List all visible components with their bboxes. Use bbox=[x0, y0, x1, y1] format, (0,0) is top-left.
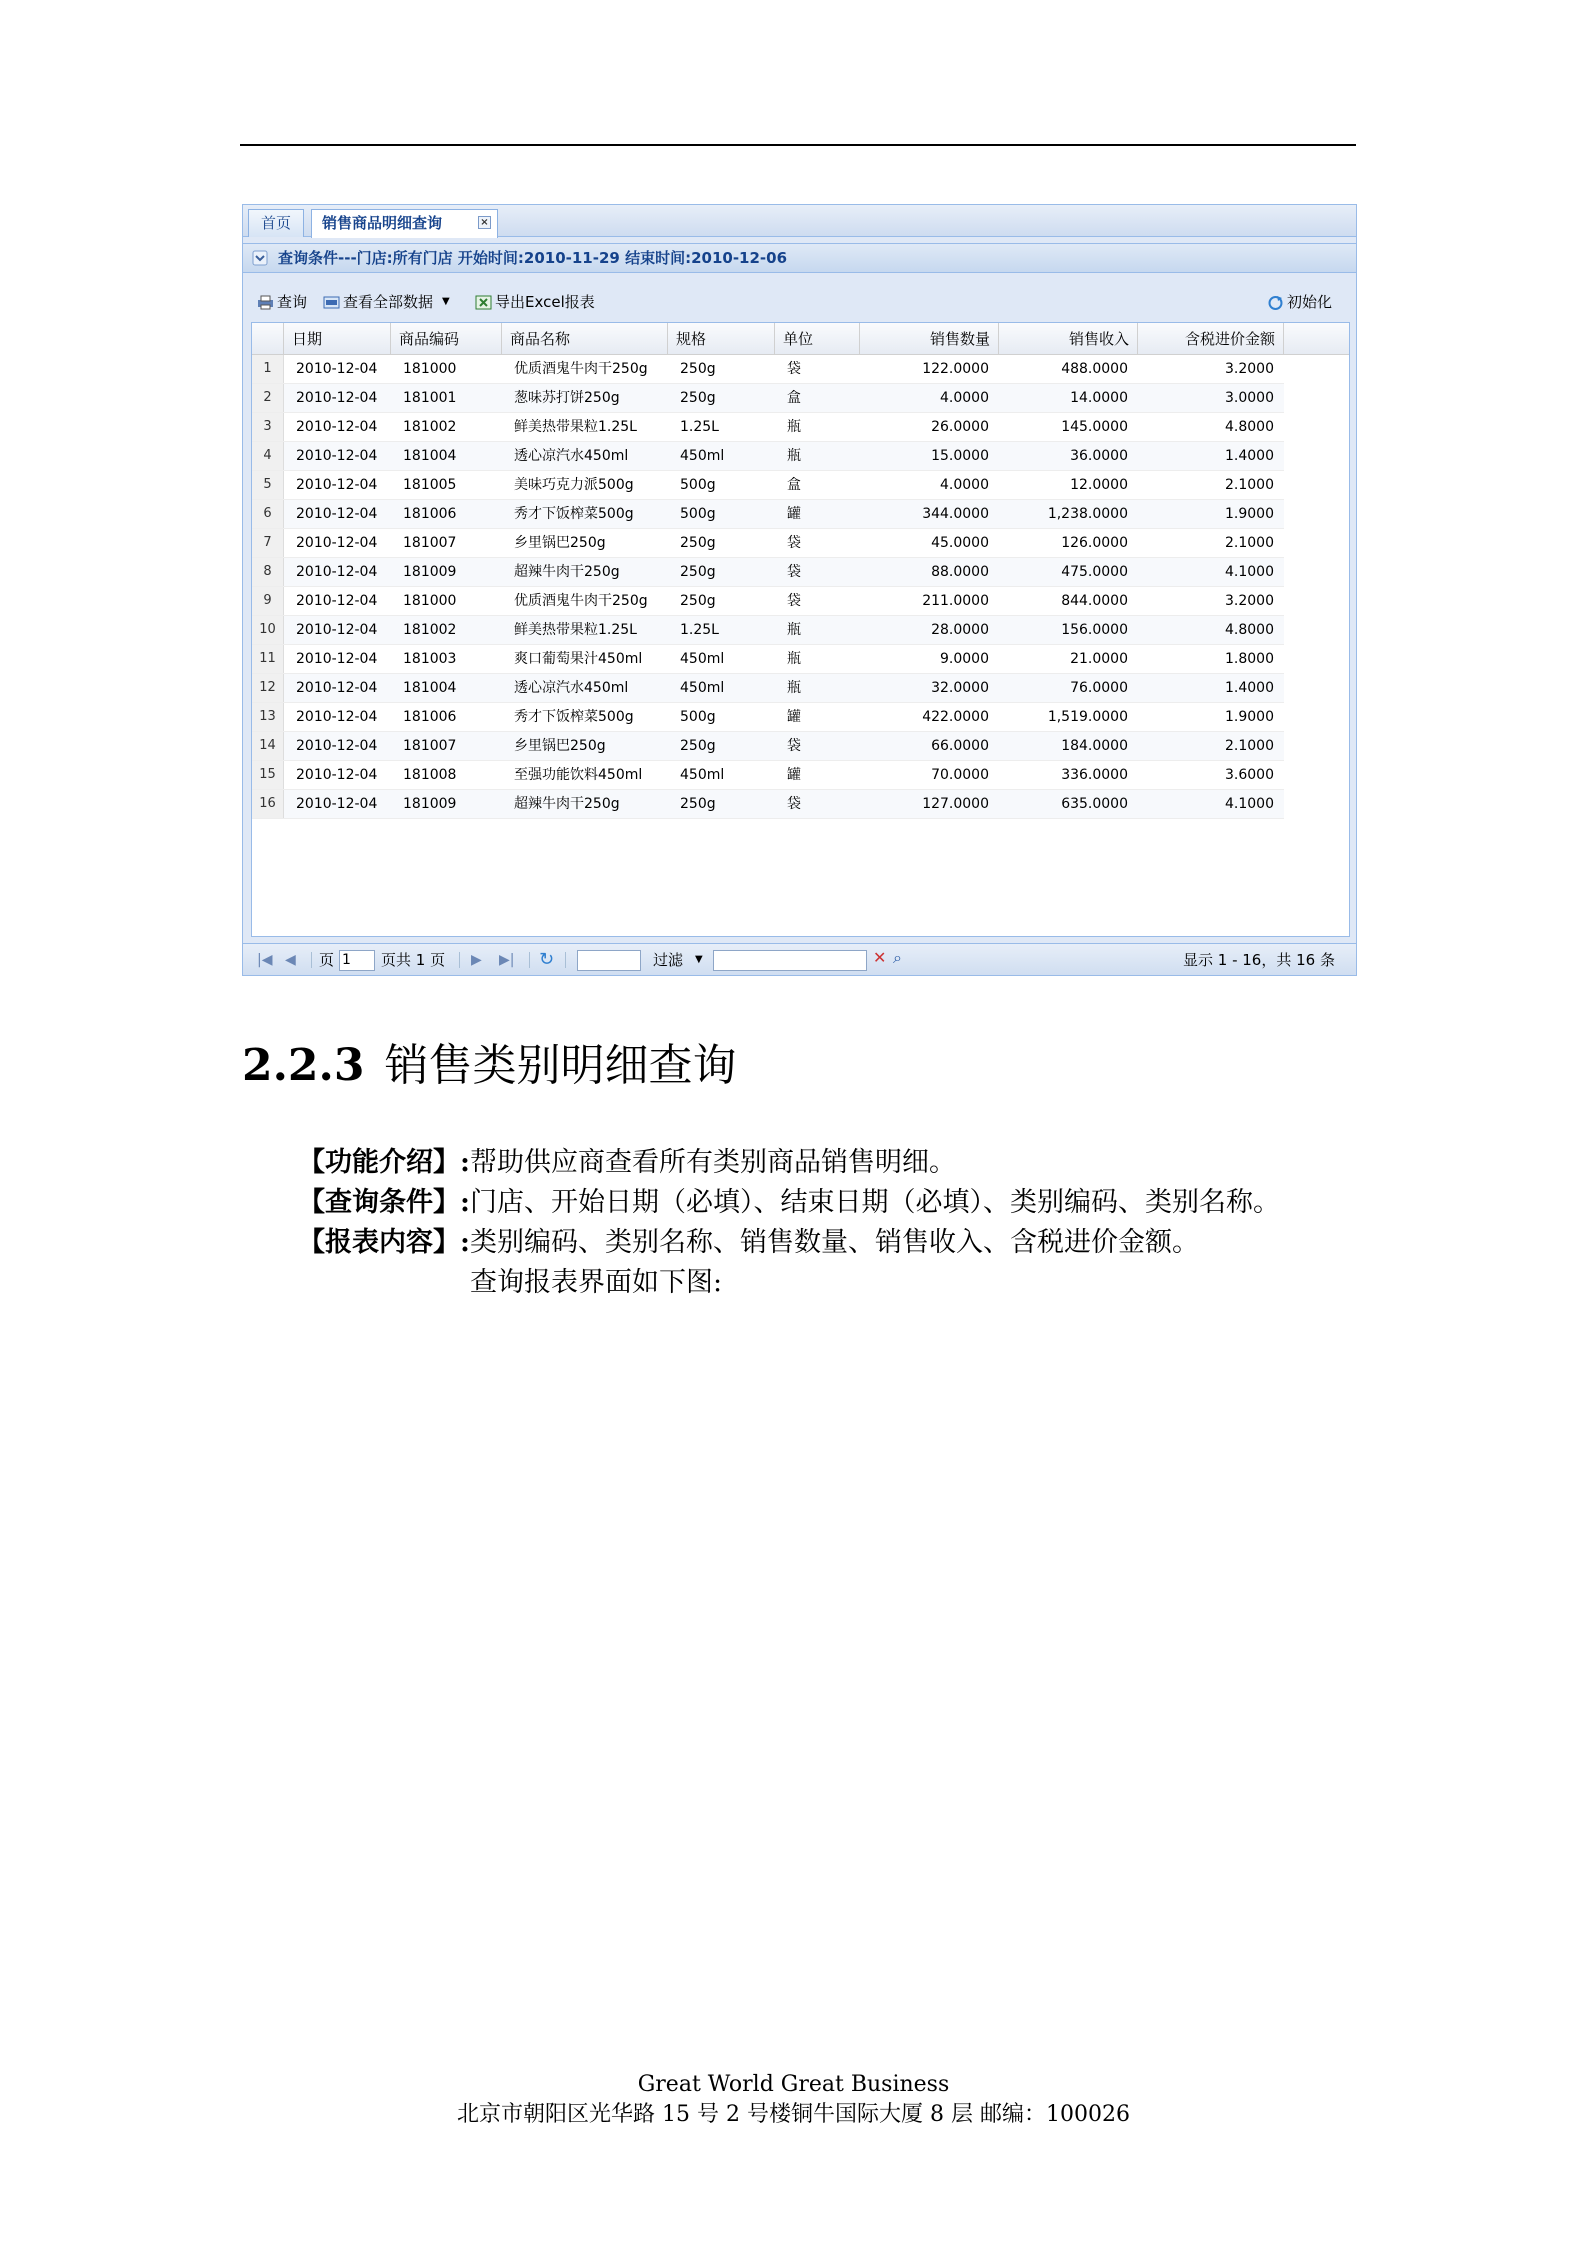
table-cell: 250g bbox=[680, 564, 716, 580]
table-cell: 2010-12-04 bbox=[296, 767, 378, 783]
grid-header bbox=[252, 323, 1349, 355]
table-cell: 181004 bbox=[403, 448, 457, 464]
table-row[interactable] bbox=[252, 442, 1284, 471]
table-cell: 250g bbox=[680, 796, 716, 812]
tab-sales-detail-label: 销售商品明细查询 bbox=[322, 214, 443, 232]
column-header[interactable]: 销售收入 bbox=[999, 323, 1138, 355]
pagination-bar bbox=[243, 943, 1356, 975]
table-cell: 2010-12-04 bbox=[296, 390, 378, 406]
table-cell: 1,519.0000 bbox=[1047, 709, 1128, 725]
reset-button[interactable] bbox=[1267, 285, 1332, 319]
chevron-down-icon[interactable]: ▼ bbox=[695, 954, 703, 965]
query-button-label: 查询 bbox=[277, 293, 308, 311]
table-cell: 乡里锅巴250g bbox=[514, 738, 606, 754]
table-cell: 122.0000 bbox=[922, 361, 989, 377]
column-header[interactable]: 含税进价金额 bbox=[1138, 323, 1284, 355]
last-page-icon[interactable]: ▶| bbox=[499, 952, 515, 968]
table-row[interactable] bbox=[252, 413, 1284, 442]
table-cell: 葱味苏打饼250g bbox=[514, 390, 620, 406]
table-cell: 66.0000 bbox=[931, 738, 989, 754]
excel-icon bbox=[475, 295, 492, 310]
table-cell: 181006 bbox=[403, 506, 457, 522]
tab-bar bbox=[243, 205, 1356, 237]
table-row[interactable] bbox=[252, 761, 1284, 790]
data-grid bbox=[251, 322, 1350, 937]
row-number: 15 bbox=[252, 761, 284, 789]
table-row[interactable] bbox=[252, 558, 1284, 587]
table-cell: 181001 bbox=[403, 390, 457, 406]
table-cell: 1,238.0000 bbox=[1047, 506, 1128, 522]
table-cell: 袋 bbox=[787, 593, 801, 609]
row-number: 6 bbox=[252, 500, 284, 528]
paragraph-function bbox=[298, 1143, 956, 1183]
table-cell: 2010-12-04 bbox=[296, 593, 378, 609]
table-cell: 2010-12-04 bbox=[296, 796, 378, 812]
figure-note: 查询报表界面如下图: bbox=[470, 1267, 723, 1298]
table-cell: 14.0000 bbox=[1070, 390, 1128, 406]
table-cell: 优质酒鬼牛肉干250g bbox=[514, 593, 648, 609]
table-cell: 32.0000 bbox=[931, 680, 989, 696]
filter-value-input[interactable] bbox=[713, 950, 867, 971]
table-cell: 145.0000 bbox=[1061, 419, 1128, 435]
paragraph-text: 帮助供应商查看所有类别商品销售明细。 bbox=[469, 1147, 956, 1178]
prev-page-icon[interactable]: ◀ bbox=[285, 952, 296, 968]
table-cell: 500g bbox=[680, 506, 716, 522]
table-cell: 181007 bbox=[403, 738, 457, 754]
table-cell: 瓶 bbox=[787, 448, 801, 464]
table-cell: 70.0000 bbox=[931, 767, 989, 783]
query-button[interactable] bbox=[257, 285, 307, 319]
paragraph-text: 类别编码、类别名称、销售数量、销售收入、含税进价金额。 bbox=[469, 1227, 1199, 1258]
tab-home[interactable]: 首页 bbox=[248, 209, 304, 237]
table-cell: 126.0000 bbox=[1061, 535, 1128, 551]
pager-divider bbox=[459, 952, 460, 968]
close-icon[interactable]: × bbox=[478, 216, 491, 229]
toolbar bbox=[243, 285, 1356, 319]
table-cell: 鲜美热带果粒1.25L bbox=[514, 419, 637, 435]
table-cell: 250g bbox=[680, 361, 716, 377]
table-cell: 181003 bbox=[403, 651, 457, 667]
table-row[interactable] bbox=[252, 645, 1284, 674]
page-total: 页共 1 页 bbox=[381, 951, 446, 969]
table-cell: 450ml bbox=[680, 680, 725, 696]
view-all-button[interactable] bbox=[323, 285, 450, 319]
column-header[interactable]: 日期 bbox=[284, 323, 391, 355]
row-number: 4 bbox=[252, 442, 284, 470]
table-cell: 45.0000 bbox=[931, 535, 989, 551]
table-row[interactable] bbox=[252, 500, 1284, 529]
table-cell: 336.0000 bbox=[1061, 767, 1128, 783]
table-cell: 181002 bbox=[403, 419, 457, 435]
table-cell: 450ml bbox=[680, 448, 725, 464]
table-cell: 2010-12-04 bbox=[296, 506, 378, 522]
table-cell: 盒 bbox=[787, 390, 801, 406]
table-cell: 475.0000 bbox=[1061, 564, 1128, 580]
paragraph-label: 【功能介绍】: bbox=[298, 1147, 470, 1178]
table-cell: 瓶 bbox=[787, 651, 801, 667]
row-number: 13 bbox=[252, 703, 284, 731]
table-cell: 181005 bbox=[403, 477, 457, 493]
table-cell: 1.4000 bbox=[1225, 680, 1274, 696]
table-cell: 袋 bbox=[787, 564, 801, 580]
paragraph-query-conditions bbox=[298, 1183, 1280, 1223]
refresh-icon[interactable]: ↻ bbox=[539, 949, 555, 970]
table-cell: 2010-12-04 bbox=[296, 535, 378, 551]
tab-sales-detail[interactable] bbox=[311, 209, 498, 238]
table-cell: 422.0000 bbox=[922, 709, 989, 725]
view-all-button-label: 查看全部数据 bbox=[343, 293, 434, 311]
clear-icon[interactable]: ✕ bbox=[873, 948, 887, 967]
table-cell: 2010-12-04 bbox=[296, 361, 378, 377]
table-cell: 181004 bbox=[403, 680, 457, 696]
table-cell: 爽口葡萄果汁450ml bbox=[514, 651, 643, 667]
table-row[interactable] bbox=[252, 703, 1284, 732]
section-heading bbox=[242, 1036, 736, 1096]
table-cell: 844.0000 bbox=[1061, 593, 1128, 609]
table-cell: 500g bbox=[680, 477, 716, 493]
table-cell: 250g bbox=[680, 593, 716, 609]
table-cell: 15.0000 bbox=[931, 448, 989, 464]
column-header[interactable]: 规格 bbox=[668, 323, 775, 355]
table-cell: 2010-12-04 bbox=[296, 622, 378, 638]
table-cell: 袋 bbox=[787, 796, 801, 812]
table-cell: 250g bbox=[680, 738, 716, 754]
table-cell: 36.0000 bbox=[1070, 448, 1128, 464]
table-cell: 盒 bbox=[787, 477, 801, 493]
table-cell: 181008 bbox=[403, 767, 457, 783]
table-cell: 优质酒鬼牛肉干250g bbox=[514, 361, 648, 377]
table-cell: 2.1000 bbox=[1225, 477, 1274, 493]
next-page-icon[interactable]: ▶ bbox=[471, 952, 482, 968]
table-cell: 3.0000 bbox=[1225, 390, 1274, 406]
table-cell: 12.0000 bbox=[1070, 477, 1128, 493]
table-cell: 1.25L bbox=[680, 419, 719, 435]
table-cell: 3.2000 bbox=[1225, 593, 1274, 609]
footer-address: 北京市朝阳区光华路 15 号 2 号楼铜牛国际大厦 8 层 邮编：100026 bbox=[457, 2102, 1130, 2127]
column-header[interactable]: 销售数量 bbox=[860, 323, 999, 355]
table-cell: 3.2000 bbox=[1225, 361, 1274, 377]
table-cell: 超辣牛肉干250g bbox=[514, 564, 620, 580]
row-number: 9 bbox=[252, 587, 284, 615]
table-cell: 2010-12-04 bbox=[296, 738, 378, 754]
table-cell: 4.8000 bbox=[1225, 622, 1274, 638]
table-cell: 1.9000 bbox=[1225, 709, 1274, 725]
table-cell: 3.6000 bbox=[1225, 767, 1274, 783]
row-number: 1 bbox=[252, 355, 284, 383]
pager-divider bbox=[529, 952, 530, 968]
row-number: 16 bbox=[252, 790, 284, 818]
table-cell: 4.0000 bbox=[940, 477, 989, 493]
row-number-header bbox=[252, 323, 284, 355]
data-grid-icon bbox=[323, 295, 340, 310]
table-row[interactable] bbox=[252, 471, 1284, 500]
table-cell: 76.0000 bbox=[1070, 680, 1128, 696]
table-row[interactable] bbox=[252, 674, 1284, 703]
table-row[interactable] bbox=[252, 732, 1284, 761]
paragraph-report-content bbox=[298, 1223, 1199, 1263]
table-cell: 4.1000 bbox=[1225, 796, 1274, 812]
table-cell: 4.1000 bbox=[1225, 564, 1274, 580]
export-excel-button-label: 导出Excel报表 bbox=[495, 293, 595, 311]
row-number: 5 bbox=[252, 471, 284, 499]
table-cell: 罐 bbox=[787, 709, 801, 725]
table-cell: 500g bbox=[680, 709, 716, 725]
table-cell: 181007 bbox=[403, 535, 457, 551]
refresh-icon bbox=[1267, 295, 1284, 310]
table-cell: 4.0000 bbox=[940, 390, 989, 406]
table-cell: 156.0000 bbox=[1061, 622, 1128, 638]
table-cell: 28.0000 bbox=[931, 622, 989, 638]
table-cell: 2010-12-04 bbox=[296, 419, 378, 435]
table-cell: 450ml bbox=[680, 651, 725, 667]
table-cell: 211.0000 bbox=[922, 593, 989, 609]
table-row[interactable] bbox=[252, 790, 1284, 819]
section-number: 2.2.3 bbox=[242, 1040, 365, 1091]
collapse-icon[interactable] bbox=[252, 250, 268, 266]
paragraph-label: 【查询条件】: bbox=[298, 1187, 470, 1218]
table-cell: 瓶 bbox=[787, 622, 801, 638]
table-cell: 鲜美热带果粒1.25L bbox=[514, 622, 637, 638]
paragraph-text: 门店、开始日期（必填）、结束日期（必填）、类别编码、类别名称。 bbox=[469, 1187, 1280, 1218]
table-cell: 4.8000 bbox=[1225, 419, 1274, 435]
query-condition-bar bbox=[243, 243, 1356, 273]
table-cell: 635.0000 bbox=[1061, 796, 1128, 812]
table-row[interactable] bbox=[252, 587, 1284, 616]
table-cell: 2.1000 bbox=[1225, 738, 1274, 754]
table-cell: 1.4000 bbox=[1225, 448, 1274, 464]
table-cell: 184.0000 bbox=[1061, 738, 1128, 754]
table-row[interactable] bbox=[252, 529, 1284, 558]
table-cell: 袋 bbox=[787, 738, 801, 754]
table-cell: 9.0000 bbox=[940, 651, 989, 667]
table-cell: 2010-12-04 bbox=[296, 709, 378, 725]
table-cell: 344.0000 bbox=[922, 506, 989, 522]
table-cell: 488.0000 bbox=[1061, 361, 1128, 377]
table-cell: 181000 bbox=[403, 361, 457, 377]
table-cell: 至强功能饮料450ml bbox=[514, 767, 643, 783]
table-cell: 罐 bbox=[787, 767, 801, 783]
table-row[interactable] bbox=[252, 616, 1284, 645]
table-cell: 21.0000 bbox=[1070, 651, 1128, 667]
table-cell: 袋 bbox=[787, 361, 801, 377]
section-title: 销售类别明细查询 bbox=[384, 1040, 737, 1091]
filter-field-input[interactable] bbox=[577, 950, 641, 971]
table-cell: 26.0000 bbox=[931, 419, 989, 435]
pager-divider bbox=[565, 952, 566, 968]
search-icon[interactable]: ⌕ bbox=[893, 948, 902, 967]
row-number: 11 bbox=[252, 645, 284, 673]
table-cell: 450ml bbox=[680, 767, 725, 783]
pager-divider bbox=[311, 952, 312, 968]
table-cell: 透心凉汽水450ml bbox=[514, 680, 629, 696]
row-number: 12 bbox=[252, 674, 284, 702]
header-rule bbox=[240, 144, 1356, 146]
table-cell: 181000 bbox=[403, 593, 457, 609]
chevron-down-icon[interactable]: ▼ bbox=[442, 296, 450, 307]
export-excel-button[interactable] bbox=[475, 285, 595, 319]
record-summary: 显示 1 - 16，共 16 条 bbox=[1183, 951, 1335, 969]
table-cell: 2.1000 bbox=[1225, 535, 1274, 551]
row-number: 10 bbox=[252, 616, 284, 644]
table-cell: 2010-12-04 bbox=[296, 448, 378, 464]
first-page-icon[interactable]: |◀ bbox=[257, 952, 273, 968]
row-number: 14 bbox=[252, 732, 284, 760]
report-screenshot bbox=[242, 204, 1357, 976]
page-number-input[interactable]: 1 bbox=[339, 950, 375, 971]
table-cell: 超辣牛肉干250g bbox=[514, 796, 620, 812]
column-header[interactable]: 单位 bbox=[775, 323, 860, 355]
table-cell: 袋 bbox=[787, 535, 801, 551]
table-cell: 瓶 bbox=[787, 680, 801, 696]
table-cell: 秀才下饭榨菜500g bbox=[514, 506, 634, 522]
query-condition-text: 查询条件---门店:所有门店 开始时间:2010-11-29 结束时间:2010-12-06 bbox=[278, 249, 788, 267]
row-number: 8 bbox=[252, 558, 284, 586]
table-cell: 250g bbox=[680, 535, 716, 551]
row-number: 2 bbox=[252, 384, 284, 412]
table-cell: 181009 bbox=[403, 564, 457, 580]
table-cell: 181002 bbox=[403, 622, 457, 638]
table-cell: 250g bbox=[680, 390, 716, 406]
footer-slogan: Great World Great Business bbox=[637, 2072, 950, 2097]
table-row[interactable] bbox=[252, 384, 1284, 413]
table-cell: 2010-12-04 bbox=[296, 564, 378, 580]
table-cell: 透心凉汽水450ml bbox=[514, 448, 629, 464]
column-header[interactable]: 商品编码 bbox=[391, 323, 502, 355]
table-cell: 1.25L bbox=[680, 622, 719, 638]
table-cell: 2010-12-04 bbox=[296, 477, 378, 493]
table-row[interactable] bbox=[252, 355, 1284, 384]
row-number: 7 bbox=[252, 529, 284, 557]
column-header[interactable]: 商品名称 bbox=[502, 323, 668, 355]
table-cell: 88.0000 bbox=[931, 564, 989, 580]
printer-icon bbox=[257, 295, 274, 310]
table-cell: 2010-12-04 bbox=[296, 680, 378, 696]
table-cell: 1.8000 bbox=[1225, 651, 1274, 667]
table-cell: 2010-12-04 bbox=[296, 651, 378, 667]
table-cell: 瓶 bbox=[787, 419, 801, 435]
filter-label: 过滤 bbox=[653, 951, 684, 969]
table-cell: 181009 bbox=[403, 796, 457, 812]
table-cell: 秀才下饭榨菜500g bbox=[514, 709, 634, 725]
paragraph-label: 【报表内容】: bbox=[298, 1227, 470, 1258]
table-cell: 美味巧克力派500g bbox=[514, 477, 634, 493]
table-cell: 罐 bbox=[787, 506, 801, 522]
table-cell: 181006 bbox=[403, 709, 457, 725]
table-cell: 1.9000 bbox=[1225, 506, 1274, 522]
row-number: 3 bbox=[252, 413, 284, 441]
table-cell: 127.0000 bbox=[922, 796, 989, 812]
page-label: 页 bbox=[319, 951, 335, 969]
table-cell: 乡里锅巴250g bbox=[514, 535, 606, 551]
reset-button-label: 初始化 bbox=[1287, 293, 1333, 311]
